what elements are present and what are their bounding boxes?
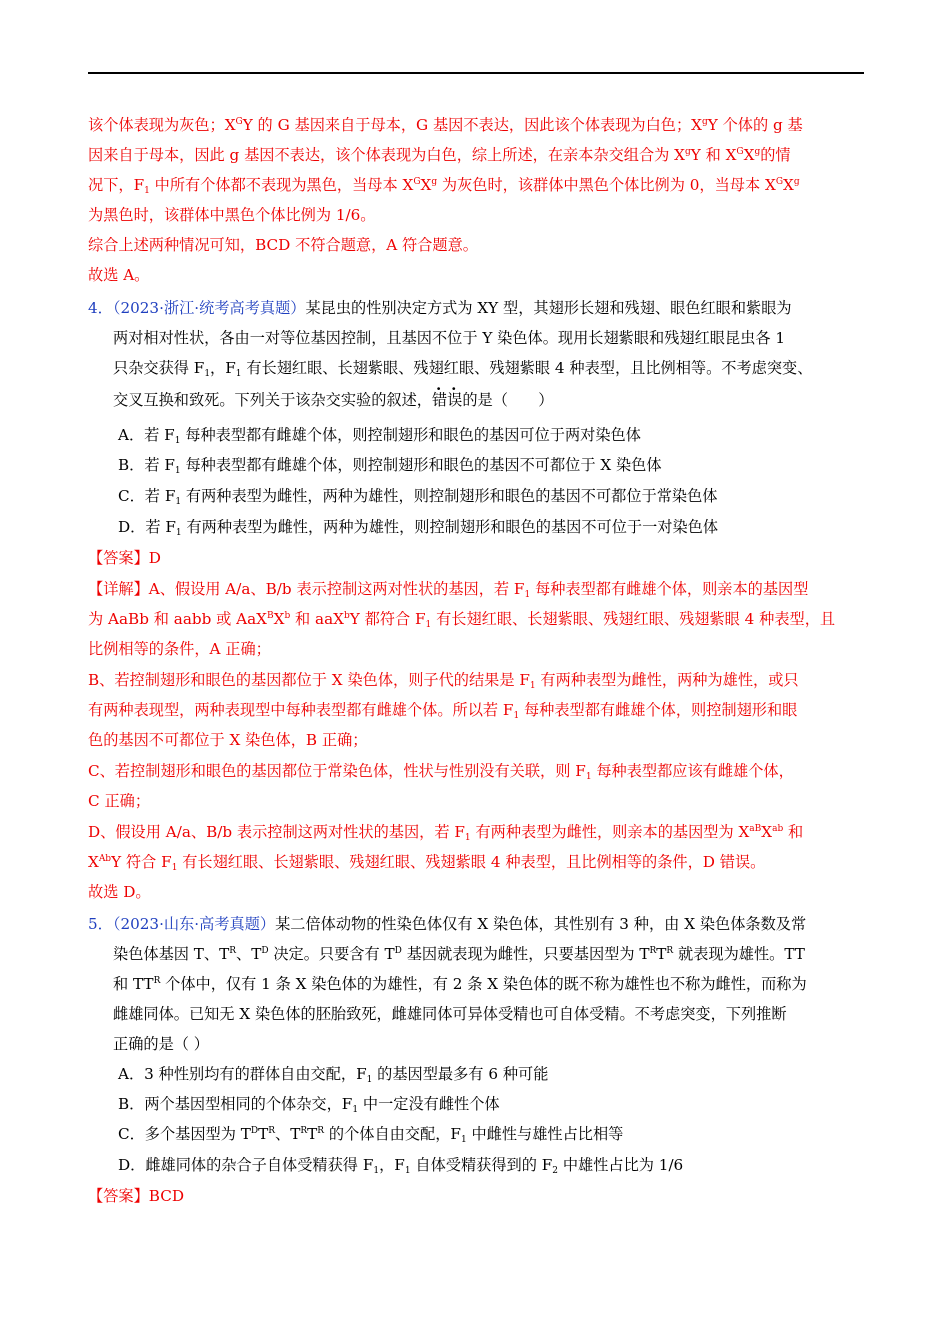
q5-stem-line-4: 雌雄同体。已知无 X 染色体的胚胎致死，雌雄同体可异体受精也可自体受精。不考虑突变，下列推断 [113, 1005, 787, 1023]
q5-option-c: C．多个基因型为 $T^DT^R$、$T^RT^R$ 的个体自由交配，$F_1$ 中雌性与雄性占比相等 [118, 1125, 624, 1145]
continued-summary: 综合上述两种情况可知，BCD 不符合题意，A 符合题意。 [88, 236, 478, 254]
q4-detail-line-10: $X^{Ab}Y$ 符合 $F_1$ 有长翅红眼、长翅紫眼、残翅红眼、残翅紫眼 4 种表型，且比例相等的条件，D 错误。 [88, 853, 766, 873]
q4-stem-line-2: 两对相对性状，各由一对等位基因控制，且基因不位于 Y 染色体。现用长翅紫眼和残翅红眼昆虫各 1 [113, 329, 786, 347]
q5-source: （2023·山东·高考真题） [112, 915, 276, 933]
q4-option-c: C．若 $F_1$ 有两种表型为雌性，两种为雄性，则控制翅形和眼色的基因不可都位于常染色体 [118, 487, 718, 507]
q4-stem-line-4: 交叉互换和致死。下列关于该杂交实验的叙述，错误的是（ ） [113, 391, 554, 409]
q4-number: 4． [88, 299, 113, 317]
q5-option-d: D．雌雄同体的杂合子自体受精获得 $F_1$，$F_1$ 自体受精获得到的 $F_2$ 中雄性占比为 1/6 [118, 1156, 684, 1176]
q4-stem-line-3: 只杂交获得 $F_1$，$F_1$ 有长翅红眼、长翅紫眼、残翅红眼、残翅紫眼 4 种表型，且比例相等。不考虑突变、 [113, 359, 813, 379]
q4-detail-line-8: C 正确； [88, 792, 151, 810]
q4-source: （2023·浙江·统考高考真题） [112, 299, 306, 317]
q4-answer: 【答案】D [88, 549, 161, 567]
continued-line-2: 因来自于母本，因此 g 基因不表达，该个体表现为白色，综上所述，在亲本杂交组合为 $X^gY$ 和 $X^GX^g$的情 [88, 146, 791, 164]
q4-detail-line-9: D、假设用 A/a、B/b 表示控制这两对性状的基因，若 $F_1$ 有两种表型为雌性，则亲本的基因型为 $X^{aB}X^{ab}$ 和 [88, 823, 804, 843]
q4-option-a: A．若 $F_1$ 每种表型都有雌雄个体，则控制翅形和眼色的基因可位于两对染色体 [118, 426, 641, 446]
q4-stem-line-1: 4．（2023·浙江·统考高考真题）某昆虫的性别决定方式为 XY 型，其翅形长翅和残翅、眼色红眼和紫眼为 [88, 299, 792, 317]
q4-option-b: B．若 $F_1$ 每种表型都有雌雄个体，则控制翅形和眼色的基因不可都位于 X 染色体 [118, 456, 662, 476]
continued-line-1: 该个体表现为灰色；$X^GY$ 的 G 基因来自于母本，G 基因不表达，因此该个体表现为白色；$X^gY$ 个体的 g 基 [88, 116, 803, 134]
q5-option-a: A．3 种性别均有的群体自由交配，$F_1$ 的基因型最多有 6 种可能 [118, 1065, 549, 1085]
q5-stem-line-5: 正确的是（ ） [113, 1035, 209, 1053]
q5-stem-line-1: 5．（2023·山东·高考真题）某二倍体动物的性染色体仅有 X 染色体，其性别有 3 种，由 X 染色体条数及常 [88, 915, 807, 933]
q4-detail-line-6: 色的基因不可都位于 X 染色体，B 正确； [88, 731, 368, 749]
q5-stem-line-2: 染色体基因 T、$T^R$、$T^D$ 决定。只要含有 $T^D$ 基因就表现为雌性，只要基因型为 $T^RT^R$ 就表现为雄性。TT [113, 945, 805, 963]
q5-stem-line-3: 和 $TT^R$ 个体中，仅有 1 条 X 染色体的为雄性，有 2 条 X 染色体的既不称为雄性也不称为雌性，而称为 [113, 975, 807, 993]
q4-detail-line-1: 【详解】A、假设用 A/a、B/b 表示控制这两对性状的基因，若 $F_1$ 每种表型都有雌雄个体，则亲本的基因型 [88, 580, 809, 600]
q5-number: 5． [88, 915, 113, 933]
header-rule [88, 72, 864, 74]
q4-option-d: D．若 $F_1$ 有两种表型为雌性，两种为雄性，则控制翅形和眼色的基因不可位于一对染色体 [118, 518, 719, 538]
continued-line-3: 况下，$F_1$ 中所有个体都不表现为黑色，当母本 $X^GX^g$ 为灰色时，该群体中黑色个体比例为 0，当母本 $X^GX^g$ [88, 176, 800, 196]
q4-detail-line-4: B、若控制翅形和眼色的基因都位于 X 染色体，则子代的结果是 $F_1$ 有两种表型为雌性，两种为雄性，或只 [88, 671, 799, 691]
q4-detail-line-5: 有两种表现型，两种表现型中每种表型都有雌雄个体。所以若 $F_1$ 每种表型都有雌雄个体，则控制翅形和眼 [88, 701, 798, 721]
q5-answer: 【答案】BCD [88, 1187, 184, 1205]
q4-detail-line-2: 为 AaBb 和 aabb 或 $AaX^BX^b$ 和 aaX$^b$Y 都符合 $F_1$ 有长翅红眼、长翅紫眼、残翅红眼、残翅紫眼 4 种表型，且 [88, 610, 836, 630]
q4-conclusion: 故选 D。 [88, 883, 151, 901]
continued-line-4: 为黑色时，该群体中黑色个体比例为 1/6。 [88, 206, 376, 224]
q4-detail-line-3: 比例相等的条件，A 正确； [88, 640, 271, 658]
continued-conclusion: 故选 A。 [88, 266, 150, 284]
q5-option-b: B．两个基因型相同的个体杂交，$F_1$ 中一定没有雌性个体 [118, 1095, 500, 1115]
q4-detail-line-7: C、若控制翅形和眼色的基因都位于常染色体，性状与性别没有关联，则 $F_1$ 每种表型都应该有雌雄个体， [88, 762, 794, 782]
